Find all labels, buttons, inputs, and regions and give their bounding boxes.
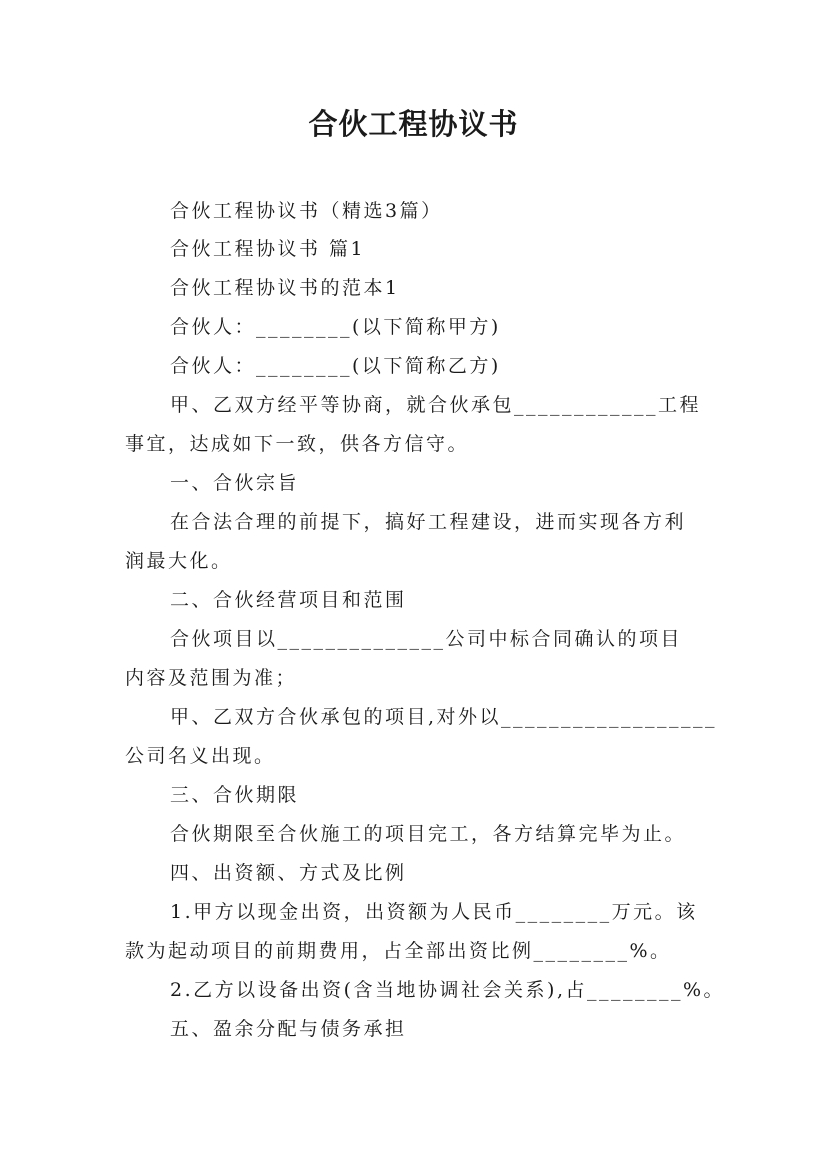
section-1-line-1: 在合法合理的前提下，搞好工程建设，进而实现各方利 bbox=[170, 511, 687, 533]
section-2-para-1-line-1: 合伙项目以______________公司中标合同确认的项目 bbox=[170, 628, 683, 650]
partner-a-line: 合伙人：________(以下简称甲方) bbox=[170, 316, 501, 338]
section-5-title: 五、盈余分配与债务承担 bbox=[170, 1018, 407, 1040]
section-4-para-1-line-2: 款为起动项目的前期费用，占全部出资比例________%。 bbox=[125, 940, 672, 962]
section-2-para-2-line-2: 公司名义出现。 bbox=[125, 745, 276, 767]
partner-b-line: 合伙人：________(以下简称乙方) bbox=[170, 355, 501, 377]
section-4-para-1-line-1: 1.甲方以现金出资，出资额为人民币________万元。该 bbox=[170, 901, 698, 923]
section-4-para-2-line-1: 2.乙方以设备出资(含当地协调社会关系),占________%。 bbox=[170, 979, 726, 1001]
intro-line-2: 事宜，达成如下一致，供各方信守。 bbox=[125, 433, 470, 455]
sample-heading: 合伙工程协议书的范本1 bbox=[170, 277, 400, 299]
section-1-line-2: 润最大化。 bbox=[125, 550, 233, 572]
document-title: 合伙工程协议书 bbox=[308, 107, 519, 141]
section-3-title: 三、合伙期限 bbox=[170, 784, 300, 806]
section-1-title: 一、合伙宗旨 bbox=[170, 472, 300, 494]
part-heading: 合伙工程协议书 篇1 bbox=[170, 238, 366, 260]
section-3-line-1: 合伙期限至合伙施工的项目完工，各方结算完毕为止。 bbox=[170, 823, 687, 845]
section-2-para-1-line-2: 内容及范围为准； bbox=[125, 667, 298, 689]
document-subtitle: 合伙工程协议书（精选3篇） bbox=[170, 200, 443, 222]
section-4-title: 四、出资额、方式及比例 bbox=[170, 862, 407, 884]
section-2-title: 二、合伙经营项目和范围 bbox=[170, 589, 407, 611]
intro-line-1: 甲、乙双方经平等协商，就合伙承包____________工程 bbox=[170, 394, 702, 416]
section-2-para-2-line-1: 甲、乙双方合伙承包的项目,对外以__________________ bbox=[170, 706, 718, 728]
